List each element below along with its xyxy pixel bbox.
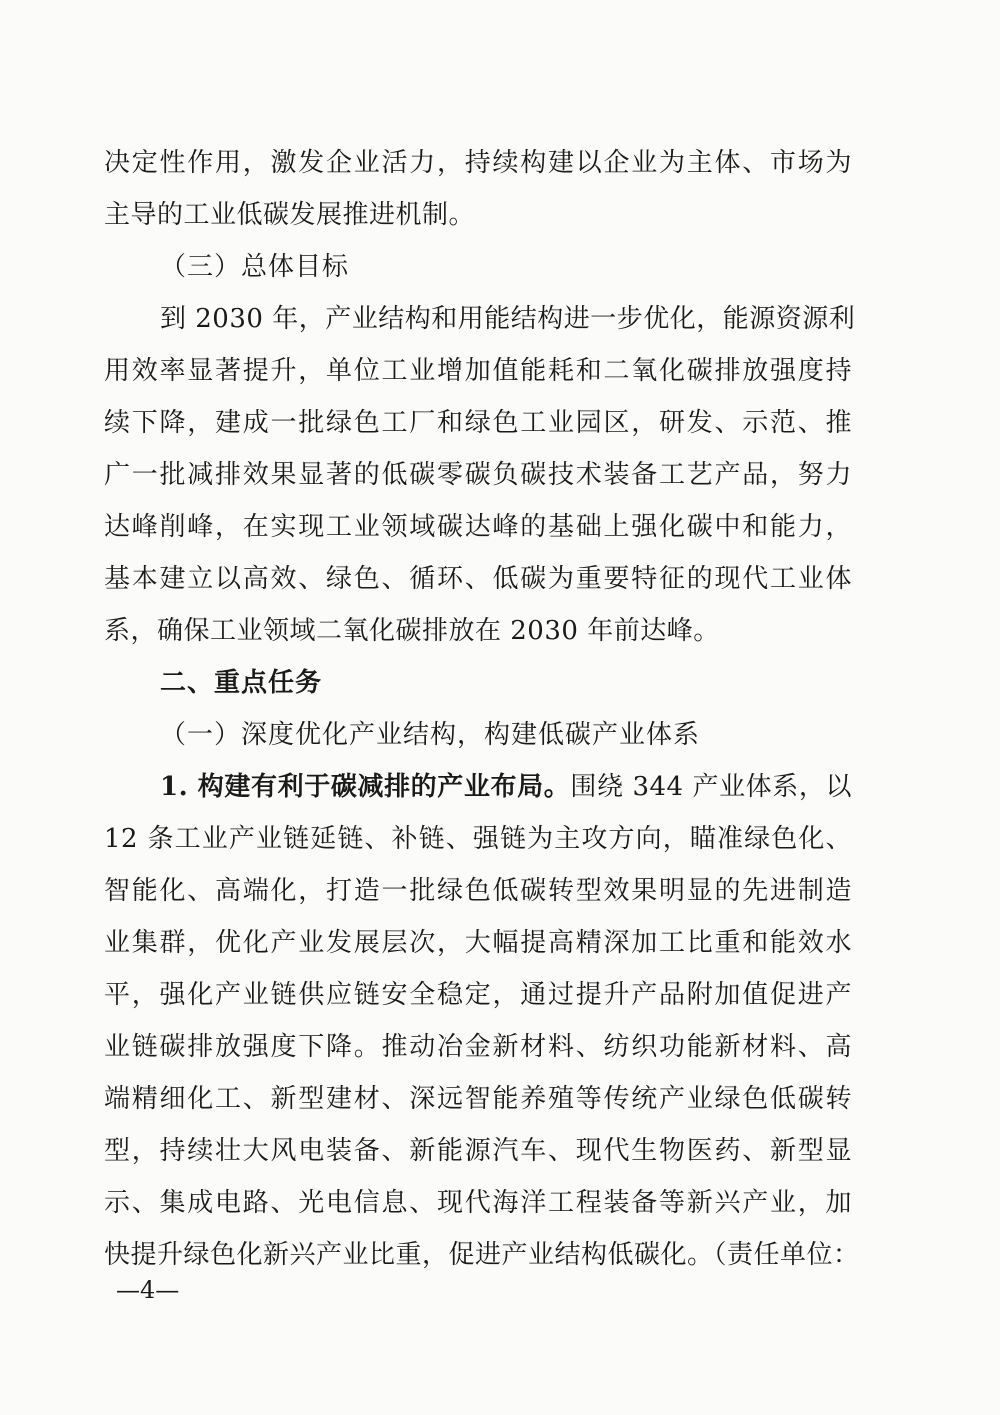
item-one-line-9: 示、集成电路、光电信息、现代海洋工程装备等新兴产业，加 <box>104 1188 852 1218</box>
item-one-line-2: 12 条工业产业链延链、补链、强链为主攻方向，瞄准绿色化、 <box>104 824 852 854</box>
goal-line-3: 续下降，建成一批绿色工厂和绿色工业园区，研发、示范、推 <box>104 408 852 438</box>
section-three-heading: （三）总体目标 <box>160 252 350 282</box>
goal-line-6: 基本建立以高效、绿色、循环、低碳为重要特征的现代工业体 <box>104 564 852 594</box>
goal-line-7: 系，确保工业领域二氧化碳排放在 2030 年前达峰。 <box>104 616 720 646</box>
goal-line-5: 达峰削峰，在实现工业领域碳达峰的基础上强化碳中和能力， <box>104 512 852 542</box>
item-one-line-3: 智能化、高端化，打造一批绿色低碳转型效果明显的先进制造 <box>104 876 852 906</box>
item-one-line-8: 型，持续壮大风电装备、新能源汽车、现代生物医药、新型显 <box>104 1136 852 1166</box>
item-one-title: 1. 构建有利于碳减排的产业布局。 <box>160 772 571 802</box>
goal-line-1: 到 2030 年，产业结构和用能结构进一步优化，能源资源利 <box>160 304 856 334</box>
item-one-first-line-text: 围绕 344 产业体系，以 <box>570 772 853 802</box>
continuation-line-1: 决定性作用，激发企业活力，持续构建以企业为主体、市场为 <box>104 148 852 178</box>
subsection-one-heading: （一）深度优化产业结构，构建低碳产业体系 <box>160 720 701 750</box>
chapter-two-heading: 二、重点任务 <box>160 668 323 698</box>
item-one-line-10: 快提升绿色化新兴产业比重，促进产业结构低碳化。（责任单位： <box>104 1240 860 1270</box>
item-one-line-4: 业集群，优化产业发展层次，大幅提高精深加工比重和能效水 <box>104 928 852 958</box>
item-one-line-5: 平，强化产业链供应链安全稳定，通过提升产品附加值促进产 <box>104 980 852 1010</box>
continuation-line-2: 主导的工业低碳发展推进机制。 <box>104 200 476 230</box>
item-one-line-7: 端精细化工、新型建材、深远智能养殖等传统产业绿色低碳转 <box>104 1084 852 1114</box>
goal-line-2: 用效率显著提升，单位工业增加值能耗和二氧化碳排放强度持 <box>104 356 852 386</box>
page-number: —4— <box>116 1276 180 1304</box>
goal-line-4: 广一批减排效果显著的低碳零碳负碳技术装备工艺产品，努力 <box>104 460 852 490</box>
item-one-line-6: 业链碳排放强度下降。推动冶金新材料、纺织功能新材料、高 <box>104 1032 852 1062</box>
item-one-line-1 <box>160 770 852 804</box>
